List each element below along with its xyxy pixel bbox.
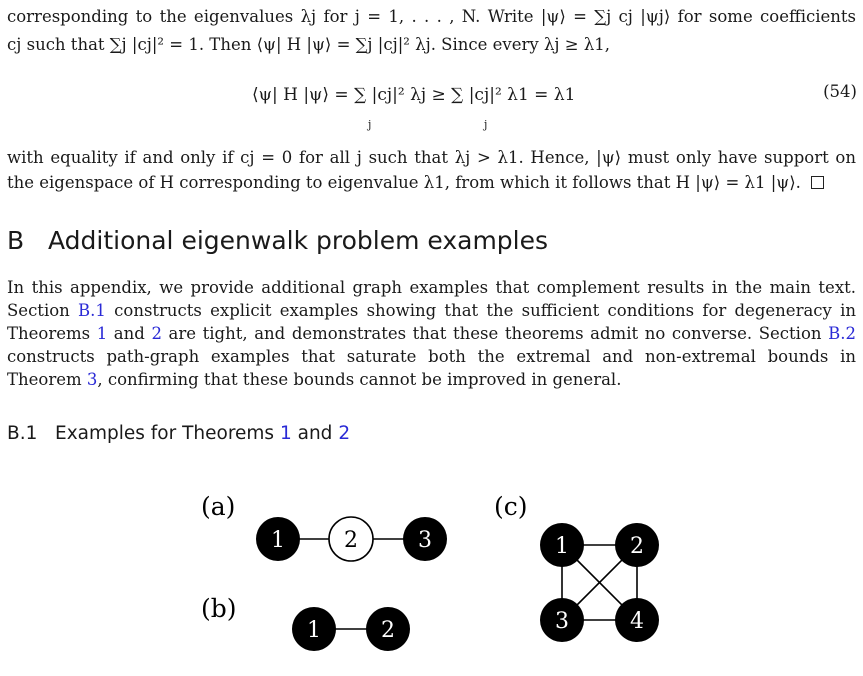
paragraph-line: cj such that ∑j |cj|² = 1. Then ⟨ψ| H |ψ⟩ = ∑j |cj|² λj. Since every λj ≥ λ1, xyxy=(7,35,611,54)
paragraph-line: corresponding to the eigenvalues λj for j = 1, . . . , N. Write |ψ⟩ = ∑j cj |ψj⟩ for some coefficients xyxy=(7,7,856,26)
panel-label-c: (c) xyxy=(494,492,528,521)
node-label: 1 xyxy=(555,534,569,559)
text: are tight, and demonstrates that these theorems admit no converse. Section xyxy=(161,324,829,343)
subsection-title: and xyxy=(291,423,339,444)
sum-index: j xyxy=(368,118,372,131)
panel-label-b: (b) xyxy=(201,594,237,623)
ref-link-b2[interactable]: B.2 xyxy=(828,324,856,343)
text: constructs explicit examples showing that the sufficient conditions for degeneracy in xyxy=(105,301,856,320)
subsection-title: Examples for Theorems xyxy=(55,423,280,444)
paragraph-line xyxy=(7,369,621,391)
paragraph-line: In this appendix, we provide additional graph examples that complement results in the main text. xyxy=(7,278,856,297)
section-number: B xyxy=(7,226,25,255)
text: and xyxy=(107,324,152,343)
display-equation: ⟨ψ| H |ψ⟩ = ∑ |cj|² λj ≥ ∑ |cj|² λ1 = λ1 xyxy=(252,85,576,105)
node-label: 4 xyxy=(630,609,644,634)
paragraph-text: the eigenspace of H corresponding to eigenvalue λ1, from which it follows that H |ψ⟩ = λ1 |ψ⟩. xyxy=(7,173,801,192)
node-label: 2 xyxy=(381,618,395,643)
node-label: 1 xyxy=(307,618,321,643)
ref-link-theorem-2[interactable]: 2 xyxy=(338,423,351,444)
subsection-number: B.1 xyxy=(7,423,38,444)
ref-link-theorem-2[interactable]: 2 xyxy=(151,324,162,343)
ref-link-theorem-1[interactable]: 1 xyxy=(279,423,292,444)
paragraph-line xyxy=(7,172,824,194)
paragraph-line xyxy=(7,323,856,345)
text: , confirming that these bounds cannot be improved in general. xyxy=(97,370,622,389)
node-label: 1 xyxy=(271,528,285,553)
paragraph-line xyxy=(7,300,856,322)
node-label: 2 xyxy=(630,534,644,559)
text: Theorem xyxy=(7,370,87,389)
panel-label-a: (a) xyxy=(201,492,236,521)
ref-link-theorem-1[interactable]: 1 xyxy=(96,324,108,343)
qed-icon xyxy=(811,176,824,189)
ref-link-b1[interactable]: B.1 xyxy=(78,301,106,320)
section-heading xyxy=(7,226,548,255)
subsection-heading xyxy=(7,423,350,444)
node-label: 3 xyxy=(418,528,432,553)
equation-number: (54) xyxy=(823,82,857,101)
paragraph-line: constructs path-graph examples that saturate both the extremal and non-extremal bounds in xyxy=(7,347,856,366)
paragraph-line: with equality if and only if cj = 0 for all j such that λj > λ1. Hence, |ψ⟩ must only have support on xyxy=(7,148,856,167)
text: Section xyxy=(7,301,79,320)
node-label: 3 xyxy=(555,609,569,634)
section-title: Additional eigenwalk problem examples xyxy=(48,226,549,255)
node-label: 2 xyxy=(344,528,358,553)
graph-figure xyxy=(0,470,863,676)
text: Theorems xyxy=(7,324,97,343)
ref-link-theorem-3[interactable]: 3 xyxy=(86,370,98,389)
sum-index: j xyxy=(484,118,488,131)
